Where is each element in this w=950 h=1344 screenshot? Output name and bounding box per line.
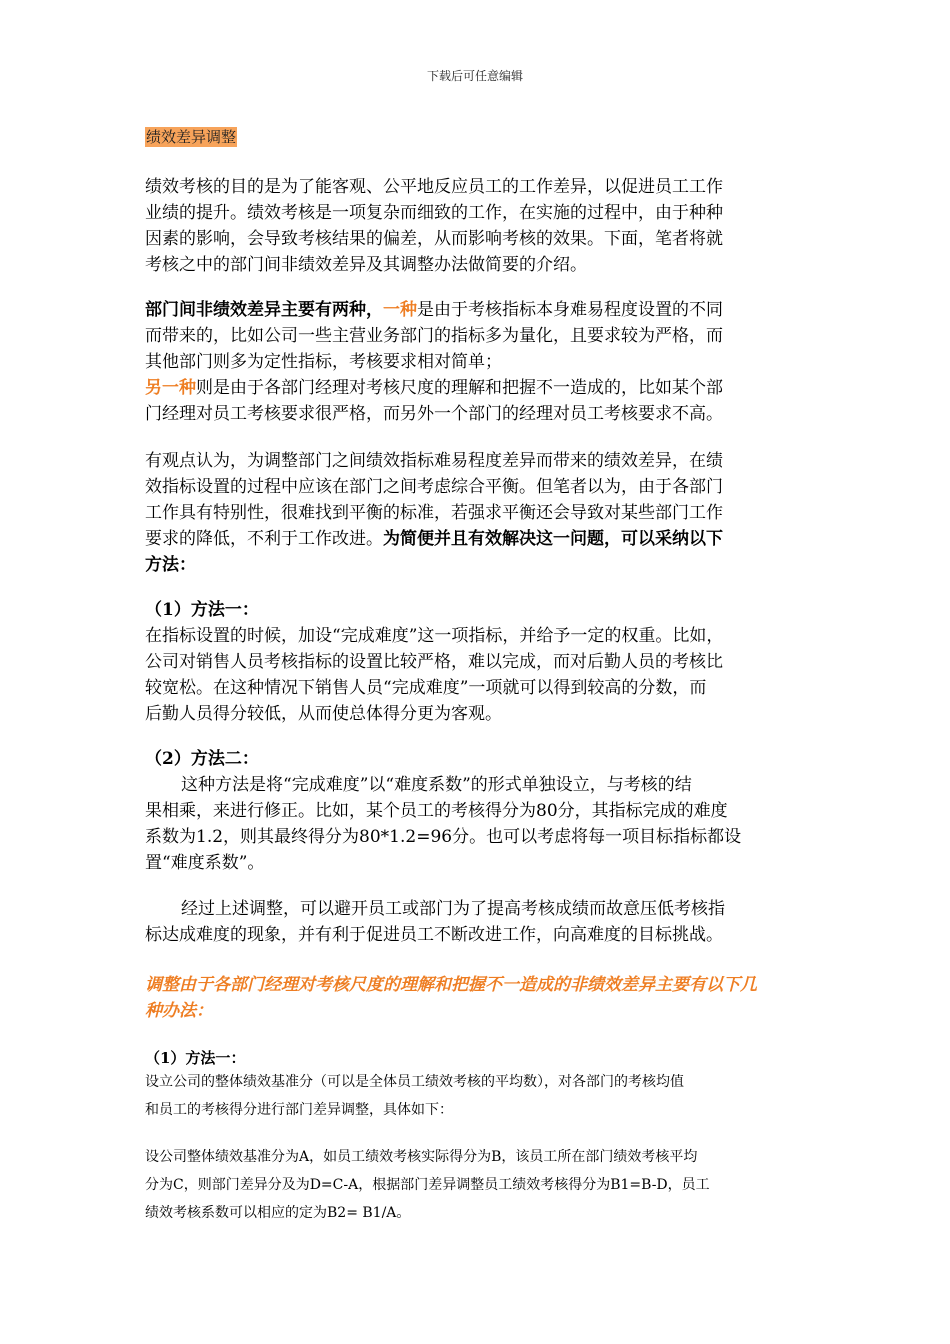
method-heading: （2）方法二：	[145, 749, 259, 769]
type-two-label: 另一种	[145, 378, 196, 398]
text-line: 后勤人员得分较低，从而使总体得分更为客观。	[145, 704, 502, 724]
view-bold-text: 为简便并且有效解决这一问题，可以采纳以下	[383, 529, 723, 549]
section-title: 绩效差异调整	[146, 128, 237, 146]
text-line: 效指标设置的过程中应该在部门之间考虑综合平衡。但笔者以为，由于各部门	[145, 477, 723, 497]
text-line: 方法：	[145, 555, 196, 575]
intro-paragraph	[145, 174, 810, 278]
adjust-heading	[145, 972, 810, 1024]
text-line	[145, 526, 810, 552]
type-one-text: 是由于考核指标本身难易程度设置的不同	[417, 300, 723, 320]
type-two-text: 则是由于各部门经理对考核尺度的理解和把握不一造成的，比如某个部	[196, 378, 723, 398]
bold-lead: 部门间非绩效差异主要有两种，	[145, 300, 383, 320]
view-plain-text: 要求的降低，不利于工作改进。	[145, 529, 383, 549]
text-line: 因素的影响，会导致考核结果的偏差，从而影响考核的效果。下面，笔者将就	[145, 229, 723, 249]
text-line: 较宽松。在这种情况下销售人员“完成难度”一项就可以得到较高的分数，而	[145, 678, 707, 698]
types-paragraph	[145, 297, 810, 427]
text-line: 设公司整体绩效基准分为A，如员工绩效考核实际得分为B，该员工所在部门绩效考核平均	[145, 1149, 698, 1165]
text-line: 绩效考核系数可以相应的定为B2= B1/A。	[145, 1205, 411, 1221]
text-line: 设立公司的整体绩效基准分（可以是全体员工绩效考核的平均数），对各部门的考核均值	[145, 1074, 684, 1090]
text-line: 工作具有特别性，很难找到平衡的标准，若强求平衡还会导致对某些部门工作	[145, 503, 723, 523]
text-line: 分为C，则部门差异分及为D=C-A，根据部门差异调整员工绩效考核得分为B1=B-D，员工	[145, 1177, 710, 1193]
text-line: 这种方法是将“完成难度”以“难度系数”的形式单独设立，与考核的结	[181, 775, 692, 795]
text-line: 系数为1.2，则其最终得分为80*1.2=96分。也可以考虑将每一项目标指标都设	[145, 827, 742, 847]
text-line: 而带来的，比如公司一些主营业务部门的指标多为量化，且要求较为严格，而	[145, 326, 723, 346]
method-three-section	[145, 1046, 810, 1070]
method-three-body	[145, 1068, 810, 1124]
text-line: 置“难度系数”。	[145, 853, 265, 873]
text-line: 其他部门则多为定性指标，考核要求相对简单；	[145, 352, 502, 372]
text-line: 绩效考核的目的是为了能客观、公平地反应员工的工作差异，以促进员工工作	[145, 177, 723, 197]
text-line: 公司对销售人员考核指标的设置比较严格，难以完成，而对后勤人员的考核比	[145, 652, 723, 672]
method-heading: （1）方法一：	[145, 600, 259, 620]
view-paragraph	[145, 448, 810, 578]
method-two-section	[145, 746, 810, 876]
text-line	[145, 297, 810, 323]
text-line: 在指标设置的时候，加设“完成难度”这一项指标，并给予一定的权重。比如，	[145, 626, 724, 646]
method-heading: （1）方法一：	[145, 1049, 246, 1067]
text-line: 门经理对员工考核要求很严格，而另外一个部门的经理对员工考核要求不高。	[145, 404, 723, 424]
text-line: 果相乘，来进行修正。比如，某个员工的考核得分为80分，其指标完成的难度	[145, 801, 728, 821]
text-line: 调整由于各部门经理对考核尺度的理解和把握不一造成的非绩效差异主要有以下几	[145, 975, 757, 995]
text-line: 和员工的考核得分进行部门差异调整，具体如下：	[145, 1102, 453, 1118]
text-line: 经过上述调整，可以避开员工或部门为了提高考核成绩而故意压低考核指	[181, 899, 725, 919]
method-one-section	[145, 597, 810, 727]
page-header: 下载后可任意编辑	[426, 69, 523, 83]
text-line: 业绩的提升。绩效考核是一项复杂而细致的工作，在实施的过程中，由于种种	[145, 203, 723, 223]
type-one-label: 一种	[383, 300, 417, 320]
text-line: 标达成难度的现象，并有利于促进员工不断改进工作，向高难度的目标挑战。	[145, 925, 723, 945]
text-line: 有观点认为，为调整部门之间绩效指标难易程度差异而带来的绩效差异，在绩	[145, 451, 723, 471]
text-line: 考核之中的部门间非绩效差异及其调整办法做简要的介绍。	[145, 255, 587, 275]
summary-paragraph	[145, 896, 810, 948]
text-line	[145, 375, 810, 401]
formula-paragraph	[145, 1143, 810, 1227]
text-line: 种办法：	[145, 1001, 213, 1021]
